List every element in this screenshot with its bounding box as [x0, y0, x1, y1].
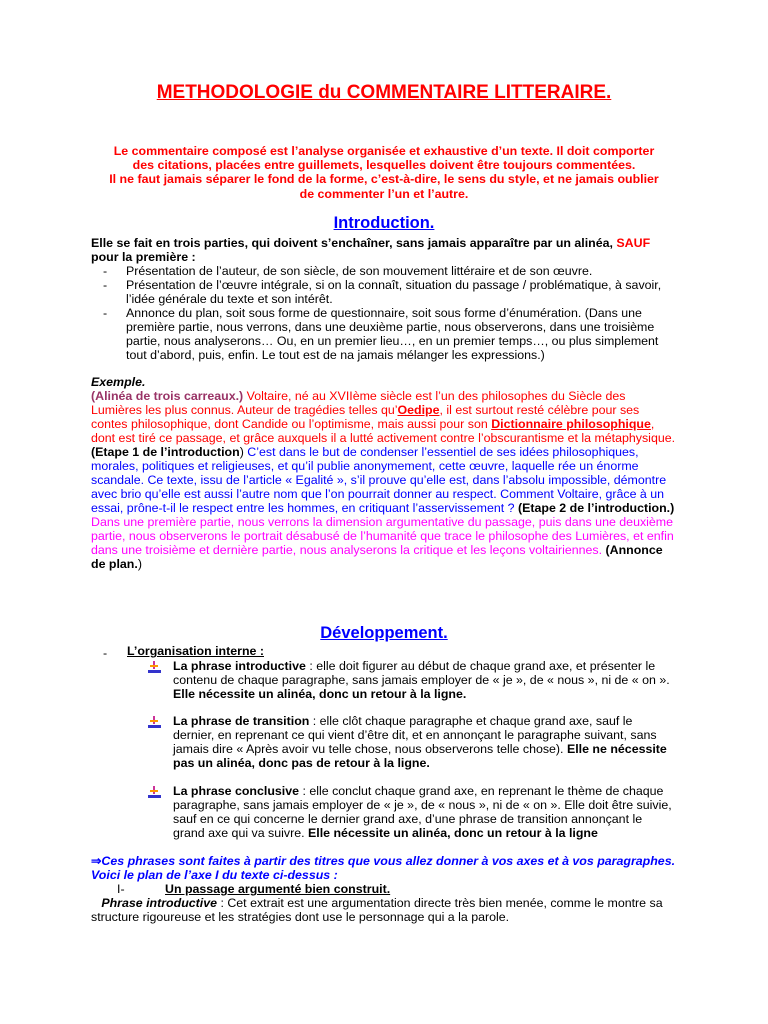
pointer-icon	[148, 661, 162, 674]
list-item: - Annonce du plan, soit sous forme de questionnaire, soit sous forme d’énumération. (Dans une première partie, nous verrons, dans une deuxième partie, nous observerons, dans une troisième partie, nous analyserons… Ou, en un premier lieu…, en un premier temps…, ou plus simplement tout d’abord, puis, enfin. Le tout est de na jamais mélanger les expressions.)	[103, 306, 659, 362]
note-paragraph: ⇒Ces phrases sont faites à partir des titres que vous allez donner à vos axes et à vos paragraphes. Voici le plan de l’axe I du texte ci-dessus :	[91, 854, 676, 882]
etape2-label: (Etape 2 de l’introduction.)	[517, 501, 675, 515]
list-item: - Présentation de l’œuvre intégrale, si on la connaît, situation du passage / problématique, à savoir, l’idée générale du texte et son intérêt.	[103, 278, 662, 306]
example-label: Exemple.	[91, 375, 146, 389]
organisation-heading: L’organisation interne :	[127, 644, 264, 658]
preamble-line: de commenter l’un et l’autre.	[299, 186, 469, 201]
lead-sauf: SAUF	[616, 236, 651, 250]
pointer-icon	[148, 786, 162, 799]
introduction-section	[91, 236, 677, 362]
list-item: La phrase conclusive : elle conclut chaque grand axe, en reprenant le thème de chaque paragraphe, sans jamais employer de « je », de « nous », ni de « on ». Elle doit être suivie, sauf en ce qui concerne le dernier grand axe, d’une phrase de transition annonçant le grand axe qui va suivre. Elle nécessite un alinéa, donc un retour à la ligne	[173, 784, 672, 840]
arrow-icon: ⇒	[91, 854, 102, 868]
etape1-label: (Etape 1 de l’introduction	[91, 445, 240, 459]
introduction-list	[91, 264, 677, 362]
list-item: La phrase introductive : elle doit figurer au début de chaque grand axe, et présenter le contenu de chaque paragraphe, sans jamais employer de « je », de « nous », ni de « on ». Elle nécessite un alinéa, donc un retour à la ligne.	[173, 659, 670, 701]
preamble	[90, 144, 678, 201]
dictionnaire-title: Dictionnaire philosophique	[491, 417, 651, 431]
axis-number: I-	[117, 882, 125, 896]
preamble-line: Le commentaire composé est l’analyse organisée et exhaustive d’un texte. Il doit comporter	[113, 144, 655, 158]
lead-text-b: pour la première :	[91, 250, 196, 264]
axis-intro: Phrase introductive : Cet extrait est une argumentation directe très bien menée, comme le montre sa structure rigoureuse et les stratégies dont use le personnage qui a la parole.	[91, 896, 663, 924]
pointer-icon	[148, 716, 162, 729]
preamble-line: des citations, placées entre guillemets, lesquelles doivent être toujours commentées.	[132, 158, 636, 173]
intro-label: Phrase introductive	[101, 896, 218, 910]
lead-text: Elle se fait en trois parties, qui doivent s’enchaîner, sans jamais apparaître par un alinéa,	[91, 236, 617, 250]
axis-title: Un passage argumenté bien construit.	[165, 882, 391, 896]
list-item: - Présentation de l’auteur, de son siècle, de son mouvement littéraire et de son œuvre.	[103, 264, 593, 278]
introduction-heading: Introduction.	[333, 214, 435, 232]
developpement-heading: Développement.	[320, 624, 448, 642]
dash-marker: -	[103, 646, 108, 660]
annonce-label: (Annonce de plan.	[91, 543, 663, 571]
document-title: METHODOLOGIE du COMMENTAIRE LITTERAIRE.	[156, 82, 612, 103]
example-section	[91, 375, 677, 571]
preamble-line: Il ne faut jamais séparer le fond de la forme, c’est-à-dire, le sens du style, et ne jamais oublier	[109, 172, 659, 187]
oedipe-title: Oedipe	[397, 403, 440, 417]
example-paragraph: (Alinéa de trois carreaux.) Voltaire, né au XVIIème siècle est l’un des philosophes du Siècle des Lumières les plus connus. Auteur de tragédies telles qu’Oedipe, il est surtout resté célèbre pour ses contes philosophique, dont Candide ou l’optimisme, mais aussi pour son Dictionnaire philosophique, dont est tiré ce passage, et grâce auxquels il a lutté activement contre l’obscurantisme et la métaphysique. (Etape 1 de l’introduction) C’est dans le but de condenser l’essentiel de ses idées philosophiques, morales, politiques et religieuses, et qu’il publie anonymement, cette œuvre, laquelle rée un énorme scandale. Ce texte, issu de l’article « Egalité », s’il prouve qu’elle est, dans l’absolu impossible, démontre avec brio qu’elle est aussi l’autre nom que l’on pourrait donner au respect. Comment Voltaire, grâce à un essai, prône-t-il le respect entre les hommes, en critiquant l’asservissement ? (Etape 2 de l’introduction.) Dans une première partie, nous verrons la dimension argumentative du passage, puis dans une deuxième partie, nous observerons le portrait désabusé de l’humanité que trace le philosophe des Lumières, et enfin dans une troisième et dernière partie, nous analyserons la critique et les leçons voltairiennes. (Annonce de plan.)	[91, 389, 676, 571]
list-item: La phrase de transition : elle clôt chaque paragraphe et chaque grand axe, sauf le dernier, en reprenant ce qui vient d’être dit, et en annonçant le paragraphe suivant, sans jamais dire « Après avoir vu telle chose, nous observerons telle chose). Elle ne nécessite pas un alinéa, donc pas de retour à la ligne.	[173, 714, 667, 770]
introduction-lead	[91, 236, 677, 264]
alinea-note: (Alinéa de trois carreaux.)	[91, 389, 244, 403]
